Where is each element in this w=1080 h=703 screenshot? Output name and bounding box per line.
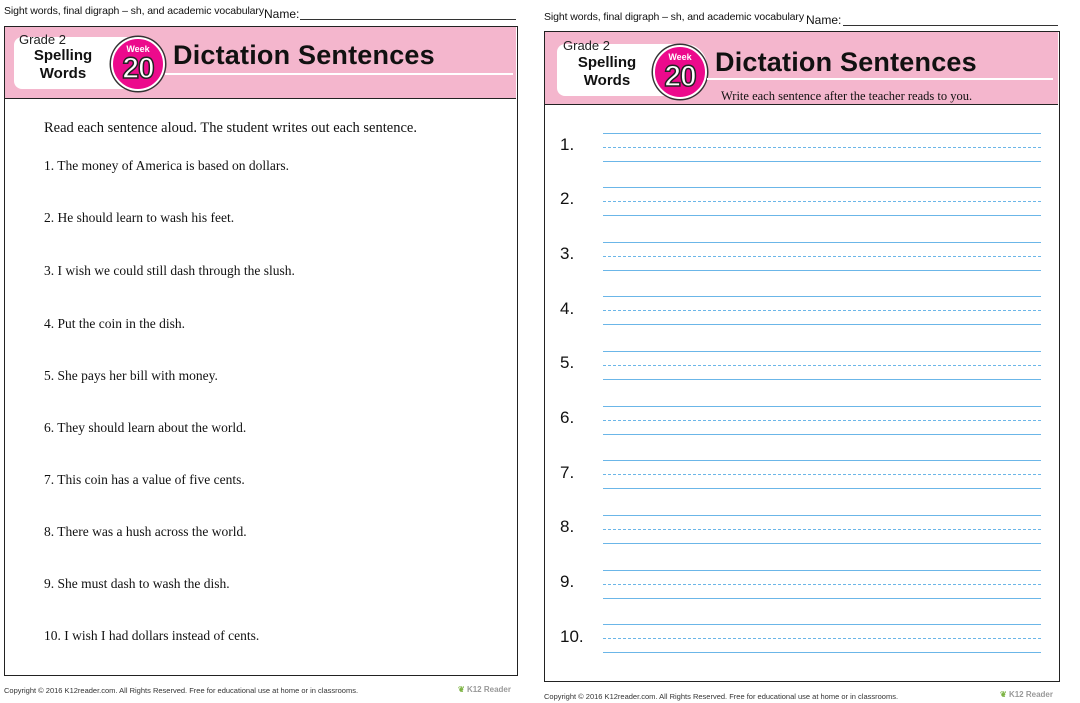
writing-line-top <box>603 515 1041 516</box>
worksheet-subtitle: Sight words, final digraph – sh, and academic vocabulary <box>4 5 264 17</box>
worksheet-card <box>544 31 1060 682</box>
sentence-8: 8. There was a hush across the world. <box>44 524 247 539</box>
k12-reader-logo <box>458 685 511 694</box>
row-number-5: 5. <box>560 353 575 372</box>
writing-line-mid <box>603 529 1041 530</box>
row-number-10: 10. <box>560 627 584 646</box>
writing-line-mid <box>603 638 1041 639</box>
row-number-1: 1. <box>560 135 575 154</box>
writing-line-top <box>603 296 1041 297</box>
words-label: Words <box>583 72 631 89</box>
week-number: 20 <box>664 60 696 93</box>
week-label: Week <box>126 44 150 54</box>
instructions: Write each sentence after the teacher reads to you. <box>721 89 973 103</box>
row-number-3: 3. <box>560 244 575 263</box>
week-circle-icon <box>111 37 165 91</box>
sentence-7: 7. This coin has a value of five cents. <box>44 472 245 487</box>
writing-line-mid <box>603 474 1041 475</box>
week-label: Week <box>668 52 692 62</box>
writing-line-top <box>603 460 1041 461</box>
page-title: Dictation Sentences <box>715 47 977 77</box>
title-underline <box>165 73 513 75</box>
writing-line-mid <box>603 310 1041 311</box>
sentence-4: 4. Put the coin in the dish. <box>44 316 185 331</box>
name-label: Name: <box>806 13 842 27</box>
writing-line-base <box>603 379 1041 380</box>
writing-line-top <box>603 351 1041 352</box>
spelling-label: Spelling <box>33 47 93 64</box>
writing-line-base <box>603 434 1041 435</box>
instructions: Read each sentence aloud. The student writes out each sentence. <box>44 120 417 136</box>
sentence-5: 5. She pays her bill with money. <box>44 368 218 383</box>
leaf-icon: ❦ <box>1000 690 1007 699</box>
writing-line-base <box>603 543 1041 544</box>
writing-line-mid <box>603 201 1041 202</box>
writing-line-base <box>603 270 1041 271</box>
week-circle-icon <box>653 45 707 99</box>
writing-line-base <box>603 215 1041 216</box>
writing-line-top <box>603 624 1041 625</box>
sentence-10: 10. I wish I had dollars instead of cents. <box>44 628 260 643</box>
row-number-8: 8. <box>560 517 575 536</box>
writing-line-mid <box>603 147 1041 148</box>
title-underline <box>707 78 1053 80</box>
writing-line-top <box>603 133 1041 134</box>
writing-line-top <box>603 570 1041 571</box>
writing-line-mid <box>603 584 1041 585</box>
worksheet-card <box>4 26 518 676</box>
row-number-7: 7. <box>560 463 575 482</box>
writing-line-base <box>603 488 1041 489</box>
leaf-icon: ❦ <box>458 685 465 694</box>
writing-line-top <box>603 242 1041 243</box>
sentence-6: 6. They should learn about the world. <box>44 420 247 435</box>
grade-label: Grade 2 <box>563 38 610 53</box>
writing-line-base <box>603 324 1041 325</box>
row-number-9: 9. <box>560 572 575 591</box>
sentence-1: 1. The money of America is based on dollars. <box>44 158 289 173</box>
header-banner <box>545 32 1058 105</box>
row-number-6: 6. <box>560 408 575 427</box>
logo-text: K12 Reader <box>1008 690 1053 699</box>
name-line <box>843 25 1058 26</box>
writing-line-mid <box>603 256 1041 257</box>
writing-line-mid <box>603 365 1041 366</box>
sentence-3: 3. I wish we could still dash through the slush. <box>44 263 295 278</box>
grade-label: Grade 2 <box>19 32 66 47</box>
logo-text: K12 Reader <box>466 685 511 694</box>
writing-line-base <box>603 652 1041 653</box>
writing-line-mid <box>603 420 1041 421</box>
header-banner <box>5 27 516 99</box>
row-number-2: 2. <box>560 189 575 208</box>
writing-line-top <box>603 187 1041 188</box>
worksheet-subtitle: Sight words, final digraph – sh, and academic vocabulary <box>544 11 804 23</box>
spelling-label: Spelling <box>577 54 637 71</box>
copyright-text: Copyright © 2016 K12reader.com. All Rights Reserved. Free for educational use at home or in classrooms. <box>4 686 359 695</box>
sentence-2: 2. He should learn to wash his feet. <box>44 210 235 225</box>
writing-line-base <box>603 161 1041 162</box>
writing-line-top <box>603 406 1041 407</box>
name-line <box>300 19 516 20</box>
copyright-text: Copyright © 2016 K12reader.com. All Rights Reserved. Free for educational use at home or in classrooms. <box>544 692 899 701</box>
words-label: Words <box>39 65 87 82</box>
page-title: Dictation Sentences <box>173 40 435 70</box>
name-label: Name: <box>264 7 300 21</box>
k12-reader-logo <box>1000 690 1053 699</box>
row-number-4: 4. <box>560 299 575 318</box>
sentence-9: 9. She must dash to wash the dish. <box>44 576 230 591</box>
writing-line-base <box>603 598 1041 599</box>
week-number: 20 <box>122 52 154 85</box>
